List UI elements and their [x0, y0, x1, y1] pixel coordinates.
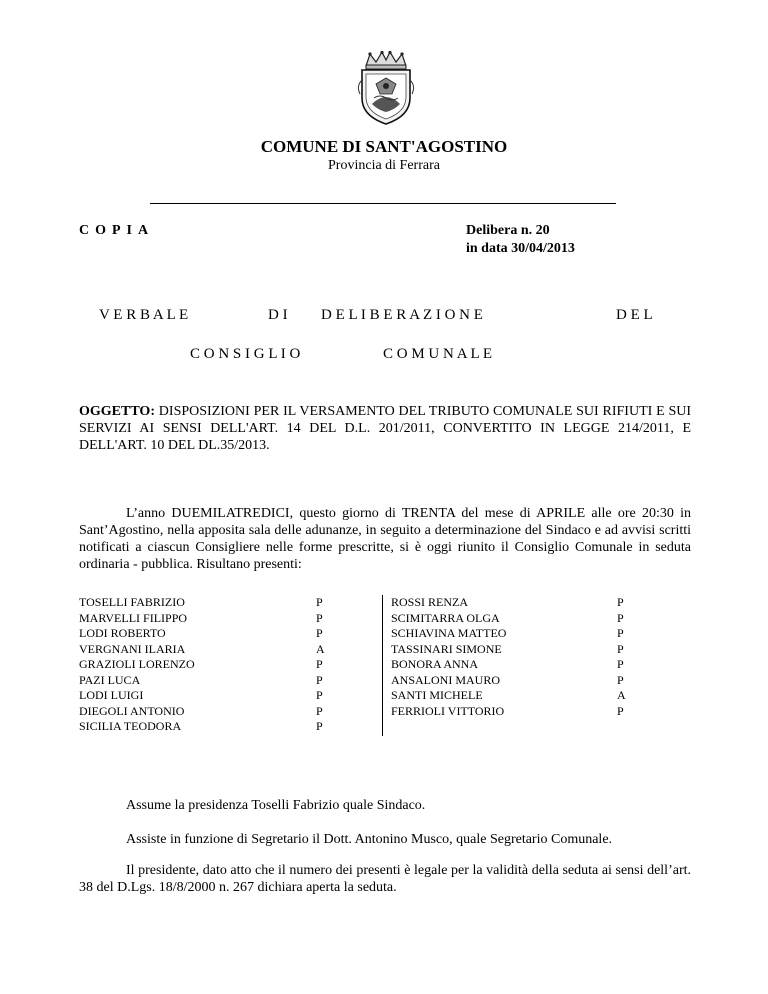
copia-label: COPIA	[79, 223, 155, 238]
member-name: BONORA ANNA	[391, 657, 479, 671]
delibera-number: Delibera n. 20	[466, 223, 550, 238]
presidenza-paragraph: Assume la presidenza Toselli Fabrizio quale Sindaco.	[126, 798, 426, 813]
member-name: TOSELLI FABRIZIO	[79, 595, 185, 609]
member-name: ROSSI RENZA	[391, 595, 469, 609]
verbale-word-2: D I	[268, 307, 288, 323]
member-name: ANSALONI MAURO	[391, 672, 501, 687]
member-name: VERGNANI ILARIA	[79, 641, 186, 656]
attendance-divider	[382, 595, 383, 736]
member-name: GRAZIOLI LORENZO	[79, 657, 195, 671]
member-status: A	[316, 641, 325, 656]
member-name: TASSINARI SIMONE	[391, 641, 502, 656]
member-name: LODI LUIGI	[79, 688, 144, 702]
member-name: MARVELLI FILIPPO	[79, 610, 188, 625]
member-name: SCHIAVINA MATTEO	[391, 626, 507, 640]
member-status: P	[617, 641, 624, 656]
member-status: P	[617, 657, 624, 671]
delibera-info	[466, 222, 575, 258]
member-status: P	[316, 688, 323, 702]
delibera-date: in data 30/04/2013	[466, 241, 575, 256]
member-status: P	[316, 719, 323, 733]
verbale-word-1: V E R B A L E	[99, 307, 189, 323]
oggetto-text: DISPOSIZIONI PER IL VERSAMENTO DEL TRIBUTO COMUNALE SUI RIFIUTI E SUI SERVIZI AI SENSI DELL'ART. 14 DEL D.L. 201/2011, CONVERTITO IN LEGGE 214/2011, E DELL'ART. 10 DEL DL.35/2013.	[79, 404, 692, 453]
segretario-paragraph: Assiste in funzione di Segretario il Dott. Antonino Musco, quale Segretario Comunale.	[126, 832, 613, 847]
consiglio-word-2: C O M U N A L E	[383, 346, 493, 362]
member-status: P	[617, 626, 624, 640]
member-name: LODI ROBERTO	[79, 626, 166, 640]
closing-paragraph: Il presidente, dato atto che il numero dei presenti è legale per la validità della seduta ai sensi dell’art. 38 del D.Lgs. 18/8/2000 n. 267 dichiara aperta la seduta.	[79, 863, 691, 895]
member-status: P	[316, 626, 323, 640]
verbale-word-4: D E L	[616, 307, 653, 323]
verbale-word-3: D E L I B E R A Z I O N E	[321, 307, 483, 323]
member-name: FERRIOLI VITTORIO	[391, 703, 505, 718]
member-status: P	[617, 672, 624, 687]
header-divider	[150, 203, 616, 204]
member-status: P	[617, 703, 624, 718]
comune-title: COMUNE DI SANT'AGOSTINO	[260, 137, 508, 156]
oggetto-label: OGGETTO:	[79, 404, 155, 419]
member-name: SANTI MICHELE	[391, 688, 483, 702]
member-status: A	[617, 688, 626, 702]
attendance-left-names	[79, 595, 249, 735]
member-name: SICILIA TEODORA	[79, 719, 182, 733]
municipal-crest-icon	[354, 50, 418, 126]
oggetto-paragraph	[79, 403, 691, 454]
member-status: P	[316, 703, 323, 718]
attendance-right-names	[391, 595, 571, 719]
member-status: P	[617, 595, 624, 609]
member-status: P	[316, 657, 323, 671]
member-status: P	[316, 595, 323, 609]
consiglio-word-1: C O N S I G L I O	[190, 346, 301, 362]
intro-paragraph: L’anno DUEMILATREDICI, questo giorno di TRENTA del mese di APRILE alle ore 20:30 in Sant’Agostino, nella apposita sala delle adunanze, in seguito a determinazione del Sindaco e ad avvisi scritti notificati a ciascun Consigliere nelle forme prescritte, si è oggi riunito il Consiglio Comunale in seduta ordinaria - pubblica. Risultano presenti:	[79, 506, 691, 572]
member-name: DIEGOLI ANTONIO	[79, 703, 185, 718]
provincia-subtitle: Provincia di Ferrara	[328, 158, 440, 173]
member-status: P	[316, 672, 323, 687]
attendance-left-status	[316, 595, 336, 735]
member-name: PAZI LUCA	[79, 672, 141, 687]
member-status: P	[617, 610, 624, 625]
member-status: P	[316, 610, 323, 625]
attendance-right-status	[617, 595, 637, 719]
member-name: SCIMITARRA OLGA	[391, 610, 500, 625]
